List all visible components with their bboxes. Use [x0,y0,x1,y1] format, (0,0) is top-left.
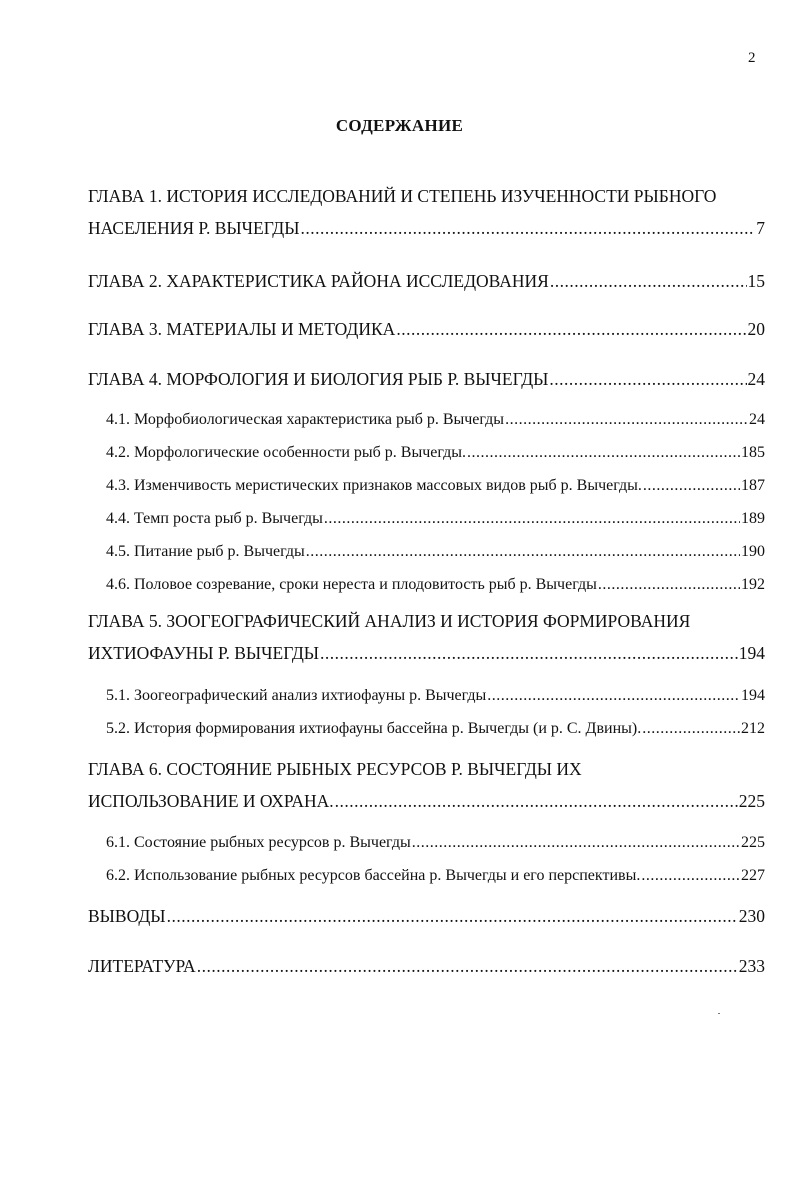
toc-entry-title: 4.2. Морфологические особенности рыб р. Вычегды. [106,444,467,461]
dot-leader [396,319,746,339]
toc-entry-section-4-1 [106,410,765,430]
toc-entry-page: 212 [741,720,765,737]
toc-entry-section-4-3 [106,476,765,496]
toc-entry-page: 24 [749,411,765,428]
dot-leader [487,686,740,706]
toc-entry-page: 230 [738,906,765,926]
dot-leader [550,271,747,291]
toc-entry-chapter-5 [88,611,765,663]
toc-entry-section-4-4 [106,509,765,529]
toc-entry-literature [88,956,765,976]
toc-entry-page: 225 [738,791,765,811]
toc-entry-section-6-2 [106,866,765,886]
toc-entry-title-continued: НАСЕЛЕНИЯ Р. ВЫЧЕГДЫ [88,218,300,238]
toc-entry-page: 194 [741,687,765,704]
toc-entry-chapter-3 [88,319,765,339]
toc-entry-page: 7 [756,218,765,238]
toc-entry-title: 4.4. Темп роста рыб р. Вычегды [106,510,323,527]
toc-entry-page: 225 [741,834,765,851]
toc-entry-title-continued: ИСПОЛЬЗОВАНИЕ И ОХРАНА. [88,791,334,811]
toc-entry-title: ГЛАВА 4. МОРФОЛОГИЯ И БИОЛОГИЯ РЫБ Р. ВЫЧЕГДЫ [88,369,549,389]
page-number: 2 [748,50,756,66]
toc-entry-page: 20 [747,319,765,339]
toc-entry-page: 189 [741,510,765,527]
toc-entry-page: 194 [738,643,765,663]
page-title: СОДЕРЖАНИЕ [335,116,464,135]
toc-entry-title: ГЛАВА 6. СОСТОЯНИЕ РЫБНЫХ РЕСУРСОВ Р. ВЫЧЕГДЫ ИХ [88,759,582,779]
toc-entry-chapter-2 [88,271,765,291]
toc-entry-title: ГЛАВА 1. ИСТОРИЯ ИССЛЕДОВАНИЙ И СТЕПЕНЬ ИЗУЧЕННОСТИ РЫБНОГО [88,186,717,206]
toc-entry-title: 6.1. Состояние рыбных ресурсов р. Вычегды [106,834,411,851]
toc-entry-title: ВЫВОДЫ [88,906,166,926]
toc-entry-page: 233 [738,956,765,976]
dot-leader [306,542,740,562]
dot-leader [505,410,748,430]
toc-entry-title: 4.1. Морфобиологическая характеристика рыб р. Вычегды [106,411,505,428]
toc-entry-title: 5.1. Зоогеографический анализ ихтиофауны р. Вычегды [106,687,487,704]
toc-entry-section-6-1 [106,833,765,853]
toc-entry-title: ЛИТЕРАТУРА [88,956,196,976]
toc-entry-page: 187 [741,477,765,494]
dot-leader [641,866,740,886]
dot-leader [324,509,740,529]
toc-entry-page: 190 [741,543,765,560]
dot-leader [320,643,738,663]
dot-leader [642,719,740,739]
toc-entry-page: 192 [741,576,765,593]
toc-entry-chapter-4 [88,369,765,389]
toc-entry-title: 4.5. Питание рыб р. Вычегды [106,543,305,560]
toc-entry-title: 5.2. История формирования ихтиофауны бассейна р. Вычегды (и р. С. Двины). [106,720,642,737]
dot-leader [598,575,740,595]
dot-leader [301,218,756,238]
dot-leader [412,833,740,853]
toc-entry-page: 15 [747,271,765,291]
toc-entry-title: 4.6. Половое созревание, сроки нереста и плодовитость рыб р. Вычегды [106,576,597,593]
dot-leader [197,956,738,976]
toc-entry-title: 4.3. Изменчивость меристических признаков массовых видов рыб р. Вычегды. [106,477,642,494]
dot-leader [643,476,740,496]
toc-entry-conclusions [88,906,765,926]
toc-entry-page: 227 [741,867,765,884]
toc-entry-section-4-2 [106,443,765,463]
toc-entry-chapter-1 [88,186,765,238]
toc-entry-section-5-2 [106,719,765,739]
toc-entry-section-5-1 [106,686,765,706]
dot-leader [549,369,746,389]
toc-entry-section-4-6 [106,575,765,595]
toc-entry-page: 185 [741,444,765,461]
toc-entry-section-4-5 [106,542,765,562]
dot-leader [335,791,738,811]
scan-speck [718,1013,720,1014]
dot-leader [467,443,740,463]
dot-leader [167,906,738,926]
toc-entry-page: 24 [747,369,765,389]
toc-entry-title: ГЛАВА 5. ЗООГЕОГРАФИЧЕСКИЙ АНАЛИЗ И ИСТОРИЯ ФОРМИРОВАНИЯ [88,611,691,631]
toc-entry-title: ГЛАВА 2. ХАРАКТЕРИСТИКА РАЙОНА ИССЛЕДОВАНИЯ [88,271,549,291]
toc-entry-title: ГЛАВА 3. МАТЕРИАЛЫ И МЕТОДИКА [88,319,396,339]
toc-entry-chapter-6 [88,759,765,811]
toc-entry-title: 6.2. Использование рыбных ресурсов бассейна р. Вычегды и его перспективы. [106,867,641,884]
toc-entry-title-continued: ИХТИОФАУНЫ Р. ВЫЧЕГДЫ [88,643,320,663]
